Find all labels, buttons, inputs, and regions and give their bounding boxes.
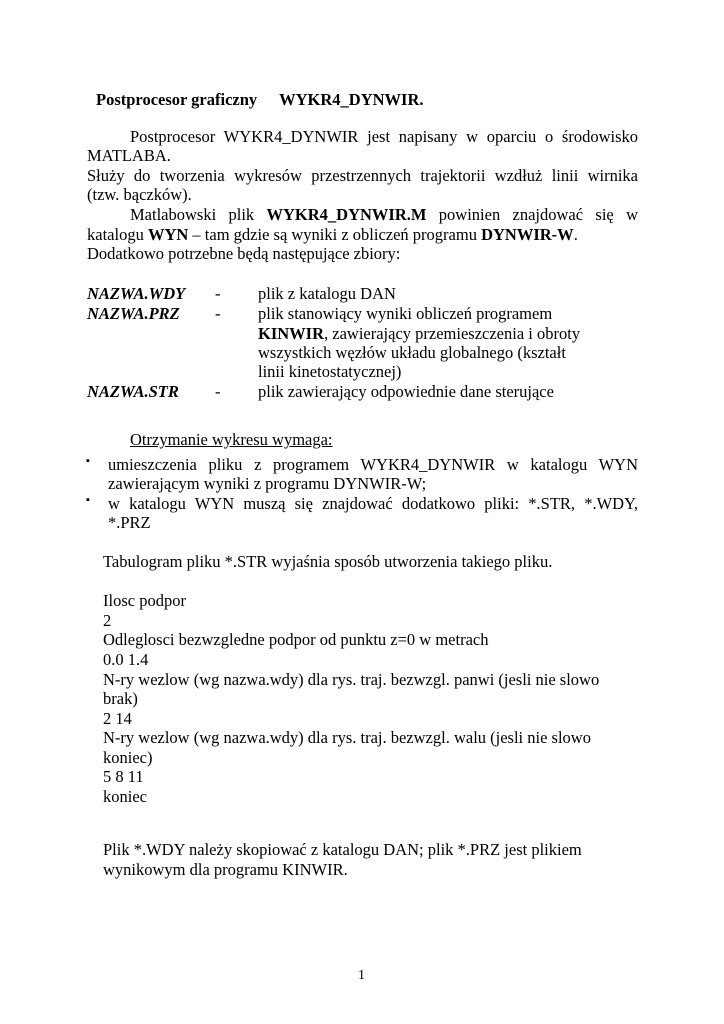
page-number: 1 xyxy=(358,968,365,983)
str-line: Ilosc podpor xyxy=(103,591,186,610)
requirements-title: Otrzymanie wykresu wymaga: xyxy=(130,430,333,449)
str-line: N-ry wezlow (wg nazwa.wdy) dla rys. traj. bezwzgl. walu (jesli nie slowo xyxy=(103,728,591,747)
str-line: 0.0 1.4 xyxy=(103,650,149,669)
file-desc: linii kinetostatycznej) xyxy=(258,362,402,381)
file-dash: - xyxy=(215,382,221,401)
file-dash: - xyxy=(215,284,221,303)
list-item-continued: zawierającym wyniki z programu DYNWIR-W; xyxy=(108,474,427,493)
title-program-name: WYKR4_DYNWIR. xyxy=(279,90,424,109)
page-title xyxy=(96,90,423,109)
str-line: koniec xyxy=(103,787,147,806)
closing-line-1: Plik *.WDY należy skopiować z katalogu DAN; plik *.PRZ jest plikiem xyxy=(103,840,582,859)
title-label: Postprocesor graficzny xyxy=(96,90,258,109)
str-line: Odleglosci bezwzgledne podpor od punktu z=0 w metrach xyxy=(103,630,489,649)
intro-line-6: katalogu WYN – tam gdzie są wyniki z obliczeń programu DYNWIR-W. xyxy=(87,225,578,244)
closing-line-2: wynikowym dla programu KINWIR. xyxy=(103,860,348,879)
file-desc: plik z katalogu DAN xyxy=(258,284,396,303)
file-name: NAZWA.WDY xyxy=(87,284,186,303)
list-item: w katalogu WYN muszą się znajdować dodatkowo pliki: *.STR, *.WDY, xyxy=(108,494,638,513)
file-desc: wszystkich węzłów układu globalnego (kształt xyxy=(258,343,566,362)
str-line: 2 xyxy=(103,611,112,630)
tabulogram-text: Tabulogram pliku *.STR wyjaśnia sposób utworzenia takiego pliku. xyxy=(103,552,553,571)
catalog-name: WYN xyxy=(147,225,189,244)
file-dash: - xyxy=(215,304,221,323)
file-desc: KINWIR, zawierający przemieszczenia i obroty xyxy=(258,324,581,343)
intro-line-1: Postprocesor WYKR4_DYNWIR jest napisany w oparciu o środowisko xyxy=(130,127,638,146)
str-line: brak) xyxy=(103,689,138,708)
str-line: koniec) xyxy=(103,748,153,767)
matlab-file-name: WYKR4_DYNWIR.M xyxy=(266,205,427,224)
file-desc: plik stanowiący wyniki obliczeń programem xyxy=(258,304,553,323)
file-desc: plik zawierający odpowiednie dane sterujące xyxy=(258,382,554,401)
bullet-icon: ▪ xyxy=(86,494,90,506)
intro-line-2: MATLABA. xyxy=(87,146,171,165)
intro-line-7: Dodatkowo potrzebne będą następujące zbiory: xyxy=(87,244,401,263)
intro-line-4: (tzw. bączków). xyxy=(87,185,192,204)
list-item-continued: *.PRZ xyxy=(108,513,151,532)
str-line: N-ry wezlow (wg nazwa.wdy) dla rys. traj. bezwzgl. panwi (jesli nie slowo xyxy=(103,670,600,689)
intro-line-5: Matlabowski plik WYKR4_DYNWIR.M powinien znajdować się w xyxy=(130,205,638,224)
list-item: umieszczenia pliku z programem WYKR4_DYNWIR w katalogu WYN xyxy=(108,455,638,474)
intro-line-3: Służy do tworzenia wykresów przestrzennych trajektorii wzdłuż linii wirnika xyxy=(87,166,638,185)
str-line: 5 8 11 xyxy=(103,767,144,786)
program-name: DYNWIR-W xyxy=(481,225,574,244)
str-line: 2 14 xyxy=(103,709,132,728)
file-name: NAZWA.STR xyxy=(87,382,179,401)
bullet-icon: ▪ xyxy=(86,455,90,467)
file-name: NAZWA.PRZ xyxy=(87,304,180,323)
